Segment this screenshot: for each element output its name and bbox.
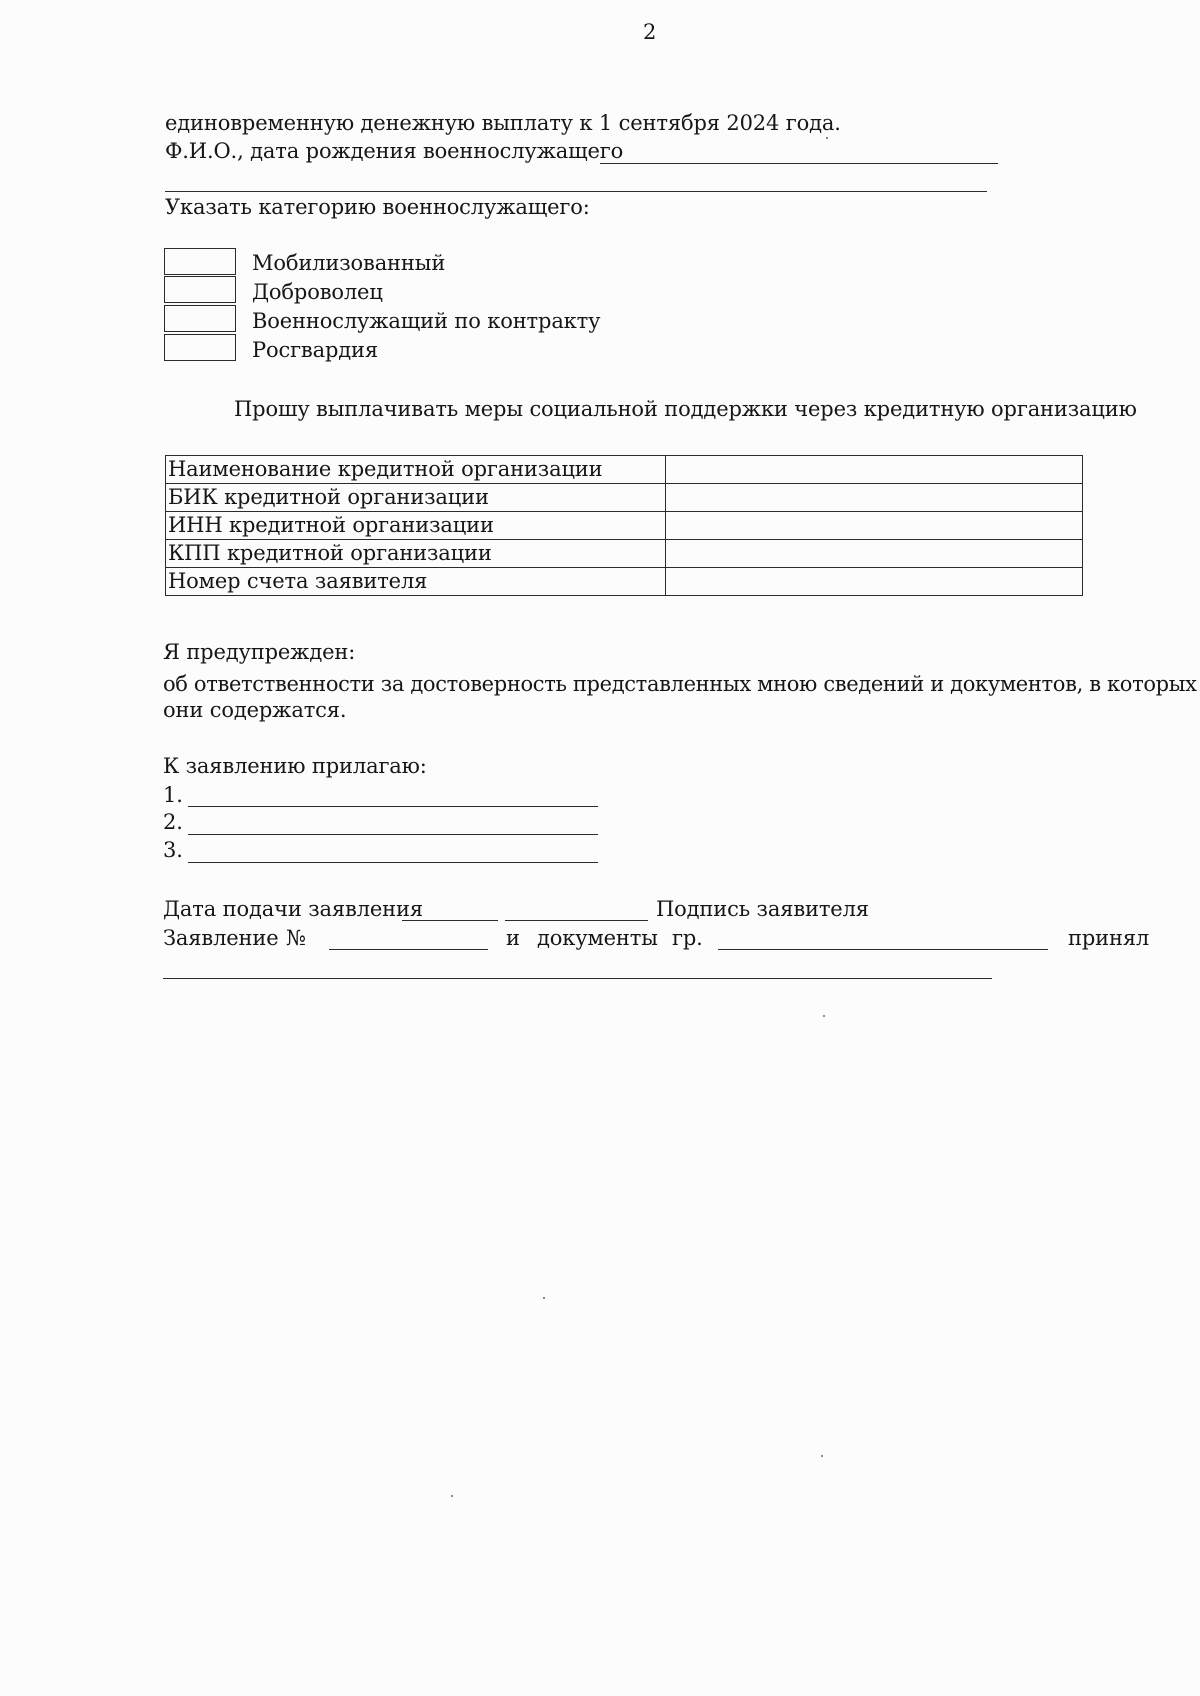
signature-label: Подпись заявителя (656, 897, 869, 921)
option-volunteer: Доброволец (252, 280, 383, 304)
number-sign: № (286, 926, 306, 950)
kpp-value[interactable] (666, 540, 1083, 568)
kpp-label: КПП кредитной организации (166, 540, 666, 568)
attachments-title: К заявлению прилагаю: (163, 754, 427, 778)
attachment-number-1: 1. (163, 783, 183, 807)
category-prompt: Указать категорию военнослужащего: (165, 195, 590, 219)
intro-line: единовременную денежную выплату к 1 сентября 2024 года. (165, 111, 841, 135)
documents-word: документы (537, 926, 658, 950)
option-mobilized: Мобилизованный (252, 251, 446, 275)
scan-speck (543, 1297, 545, 1299)
application-number-line[interactable] (329, 949, 488, 950)
bank-name-value[interactable] (666, 456, 1083, 484)
fio-label: Ф.И.О., дата рождения военнослужащего (165, 139, 624, 163)
table-row (166, 456, 1083, 484)
attachment-number-2: 2. (163, 810, 183, 834)
page-number: 2 (643, 20, 657, 44)
submission-date-label: Дата подачи заявления (163, 897, 423, 921)
attachment-line-2[interactable] (188, 834, 598, 835)
fio-fill-line-2[interactable] (165, 191, 987, 192)
checkbox-mobilized[interactable] (164, 248, 236, 275)
scan-speck (823, 1015, 825, 1017)
table-row (166, 484, 1083, 512)
scan-speck (826, 137, 828, 139)
signature-line[interactable] (505, 920, 648, 921)
option-rosgvardia: Росгвардия (252, 338, 378, 362)
warning-title: Я предупрежден: (163, 640, 356, 664)
table-row (166, 568, 1083, 596)
scan-speck (451, 1495, 453, 1497)
payment-request: Прошу выплачивать меры социальной поддержки через кредитную организацию (234, 397, 1137, 421)
account-number-value[interactable] (666, 568, 1083, 596)
bank-name-label: Наименование кредитной организации (166, 456, 666, 484)
option-contract: Военнослужащий по контракту (252, 309, 601, 333)
accepted-word: принял (1068, 926, 1150, 950)
fio-fill-line[interactable] (600, 163, 998, 164)
account-number-label: Номер счета заявителя (166, 568, 666, 596)
checkbox-volunteer[interactable] (164, 276, 236, 303)
and-word: и (506, 926, 520, 950)
bik-label: БИК кредитной организации (166, 484, 666, 512)
attachment-line-1[interactable] (188, 806, 598, 807)
warning-line-1: об ответственности за достоверность представленных мною сведений и документов, в которых (163, 672, 1197, 696)
acceptor-name-line[interactable] (163, 978, 992, 979)
attachment-line-3[interactable] (188, 862, 598, 863)
attachment-number-3: 3. (163, 838, 183, 862)
inn-value[interactable] (666, 512, 1083, 540)
table-row (166, 540, 1083, 568)
bank-details-table (165, 455, 1083, 596)
acceptance-label: Заявление (163, 926, 279, 950)
checkbox-rosgvardia[interactable] (164, 334, 236, 361)
inn-label: ИНН кредитной организации (166, 512, 666, 540)
table-row (166, 512, 1083, 540)
scan-speck (821, 1455, 823, 1457)
warning-line-2: они содержатся. (163, 698, 347, 722)
citizen-abbr: гр. (672, 926, 703, 950)
submission-date-line[interactable] (402, 920, 498, 921)
bik-value[interactable] (666, 484, 1083, 512)
citizen-name-line[interactable] (718, 949, 1048, 950)
checkbox-contract[interactable] (164, 305, 236, 332)
